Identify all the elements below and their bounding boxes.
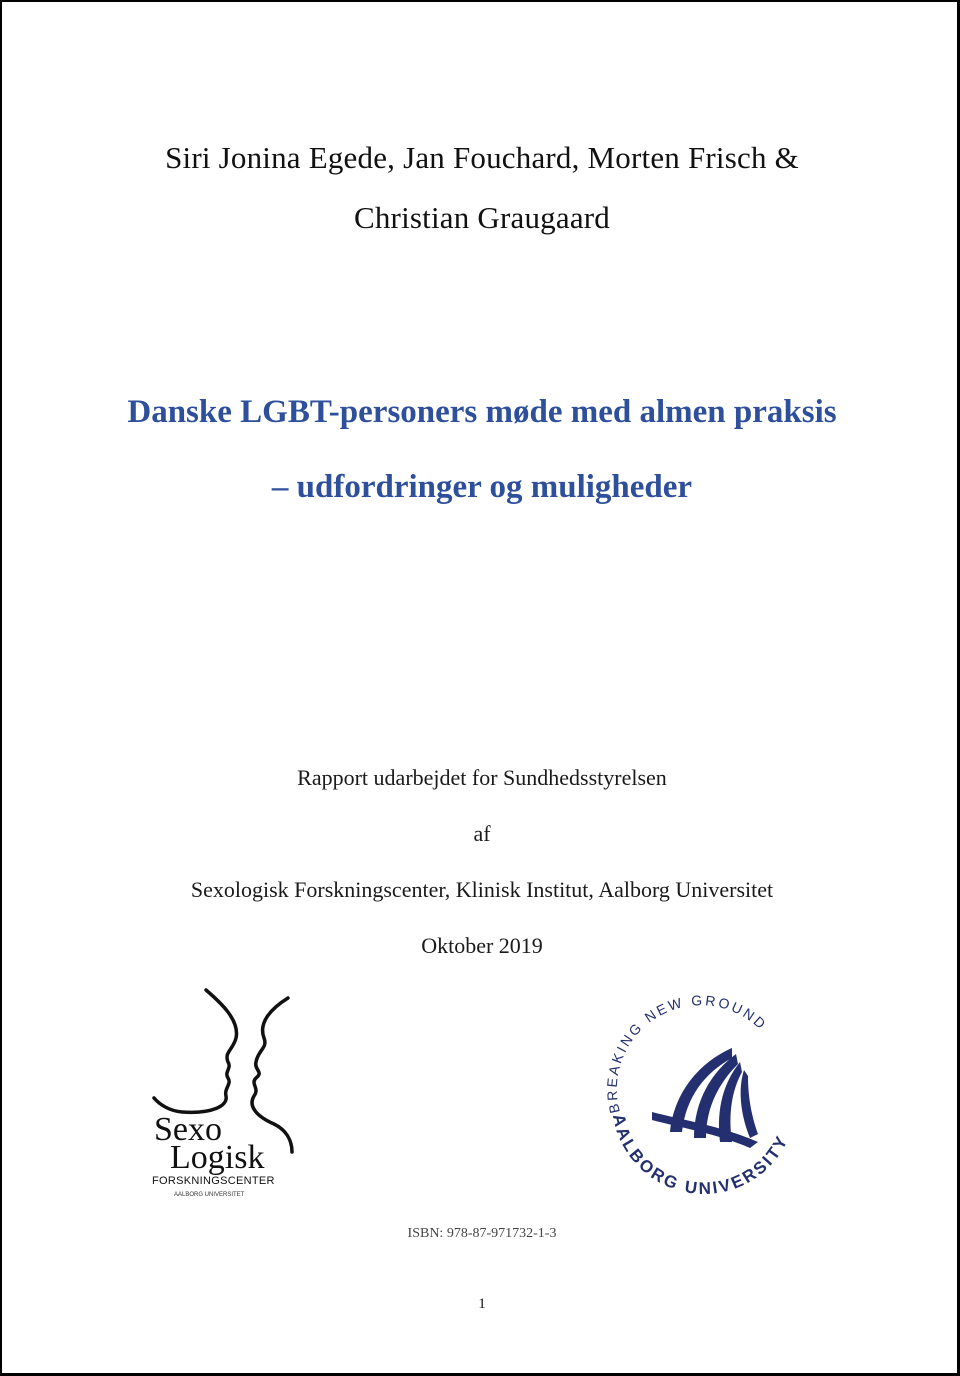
institution-line: Sexologisk Forskningscenter, Klinisk Institut, Aalborg Universitet bbox=[190, 877, 774, 902]
aau-name-text: AALBORG UNIVERSITY bbox=[608, 1112, 793, 1199]
authors-line-1: Siri Jonina Egede, Jan Fouchard, Morten Frisch & bbox=[165, 140, 799, 175]
face-profile-left-icon bbox=[154, 990, 237, 1112]
report-date: Oktober 2019 bbox=[421, 933, 543, 958]
face-profile-right-icon bbox=[252, 998, 292, 1152]
page-number: 1 bbox=[478, 1296, 486, 1312]
aau-tagline-text: BREAKING NEW GROUND bbox=[603, 992, 771, 1115]
isbn: ISBN: 978-87-971732-1-3 bbox=[407, 1226, 557, 1241]
report-title-line-2: – udfordringer og muligheder bbox=[271, 469, 693, 505]
aalborg-university-logo bbox=[582, 992, 822, 1212]
report-by-line: af bbox=[473, 821, 491, 846]
report-title-line-1: Danske LGBT-personers møde med almen praksis bbox=[127, 394, 837, 430]
report-commission-line: Rapport udarbejdet for Sundhedsstyrelsen bbox=[297, 765, 667, 790]
logo-word-sexo: Sexo bbox=[154, 1111, 222, 1148]
sexologisk-forskningscenter-logo bbox=[140, 980, 320, 1202]
authors-line-2: Christian Graugaard bbox=[353, 200, 611, 235]
logo-word-logisk: Logisk bbox=[170, 1139, 265, 1176]
logo-subtitle-1: FORSKNINGSCENTER bbox=[152, 1175, 275, 1187]
logo-subtitle-2: AALBORG UNIVERSITET bbox=[174, 1192, 245, 1198]
aau-sail-emblem-icon bbox=[652, 1048, 758, 1148]
